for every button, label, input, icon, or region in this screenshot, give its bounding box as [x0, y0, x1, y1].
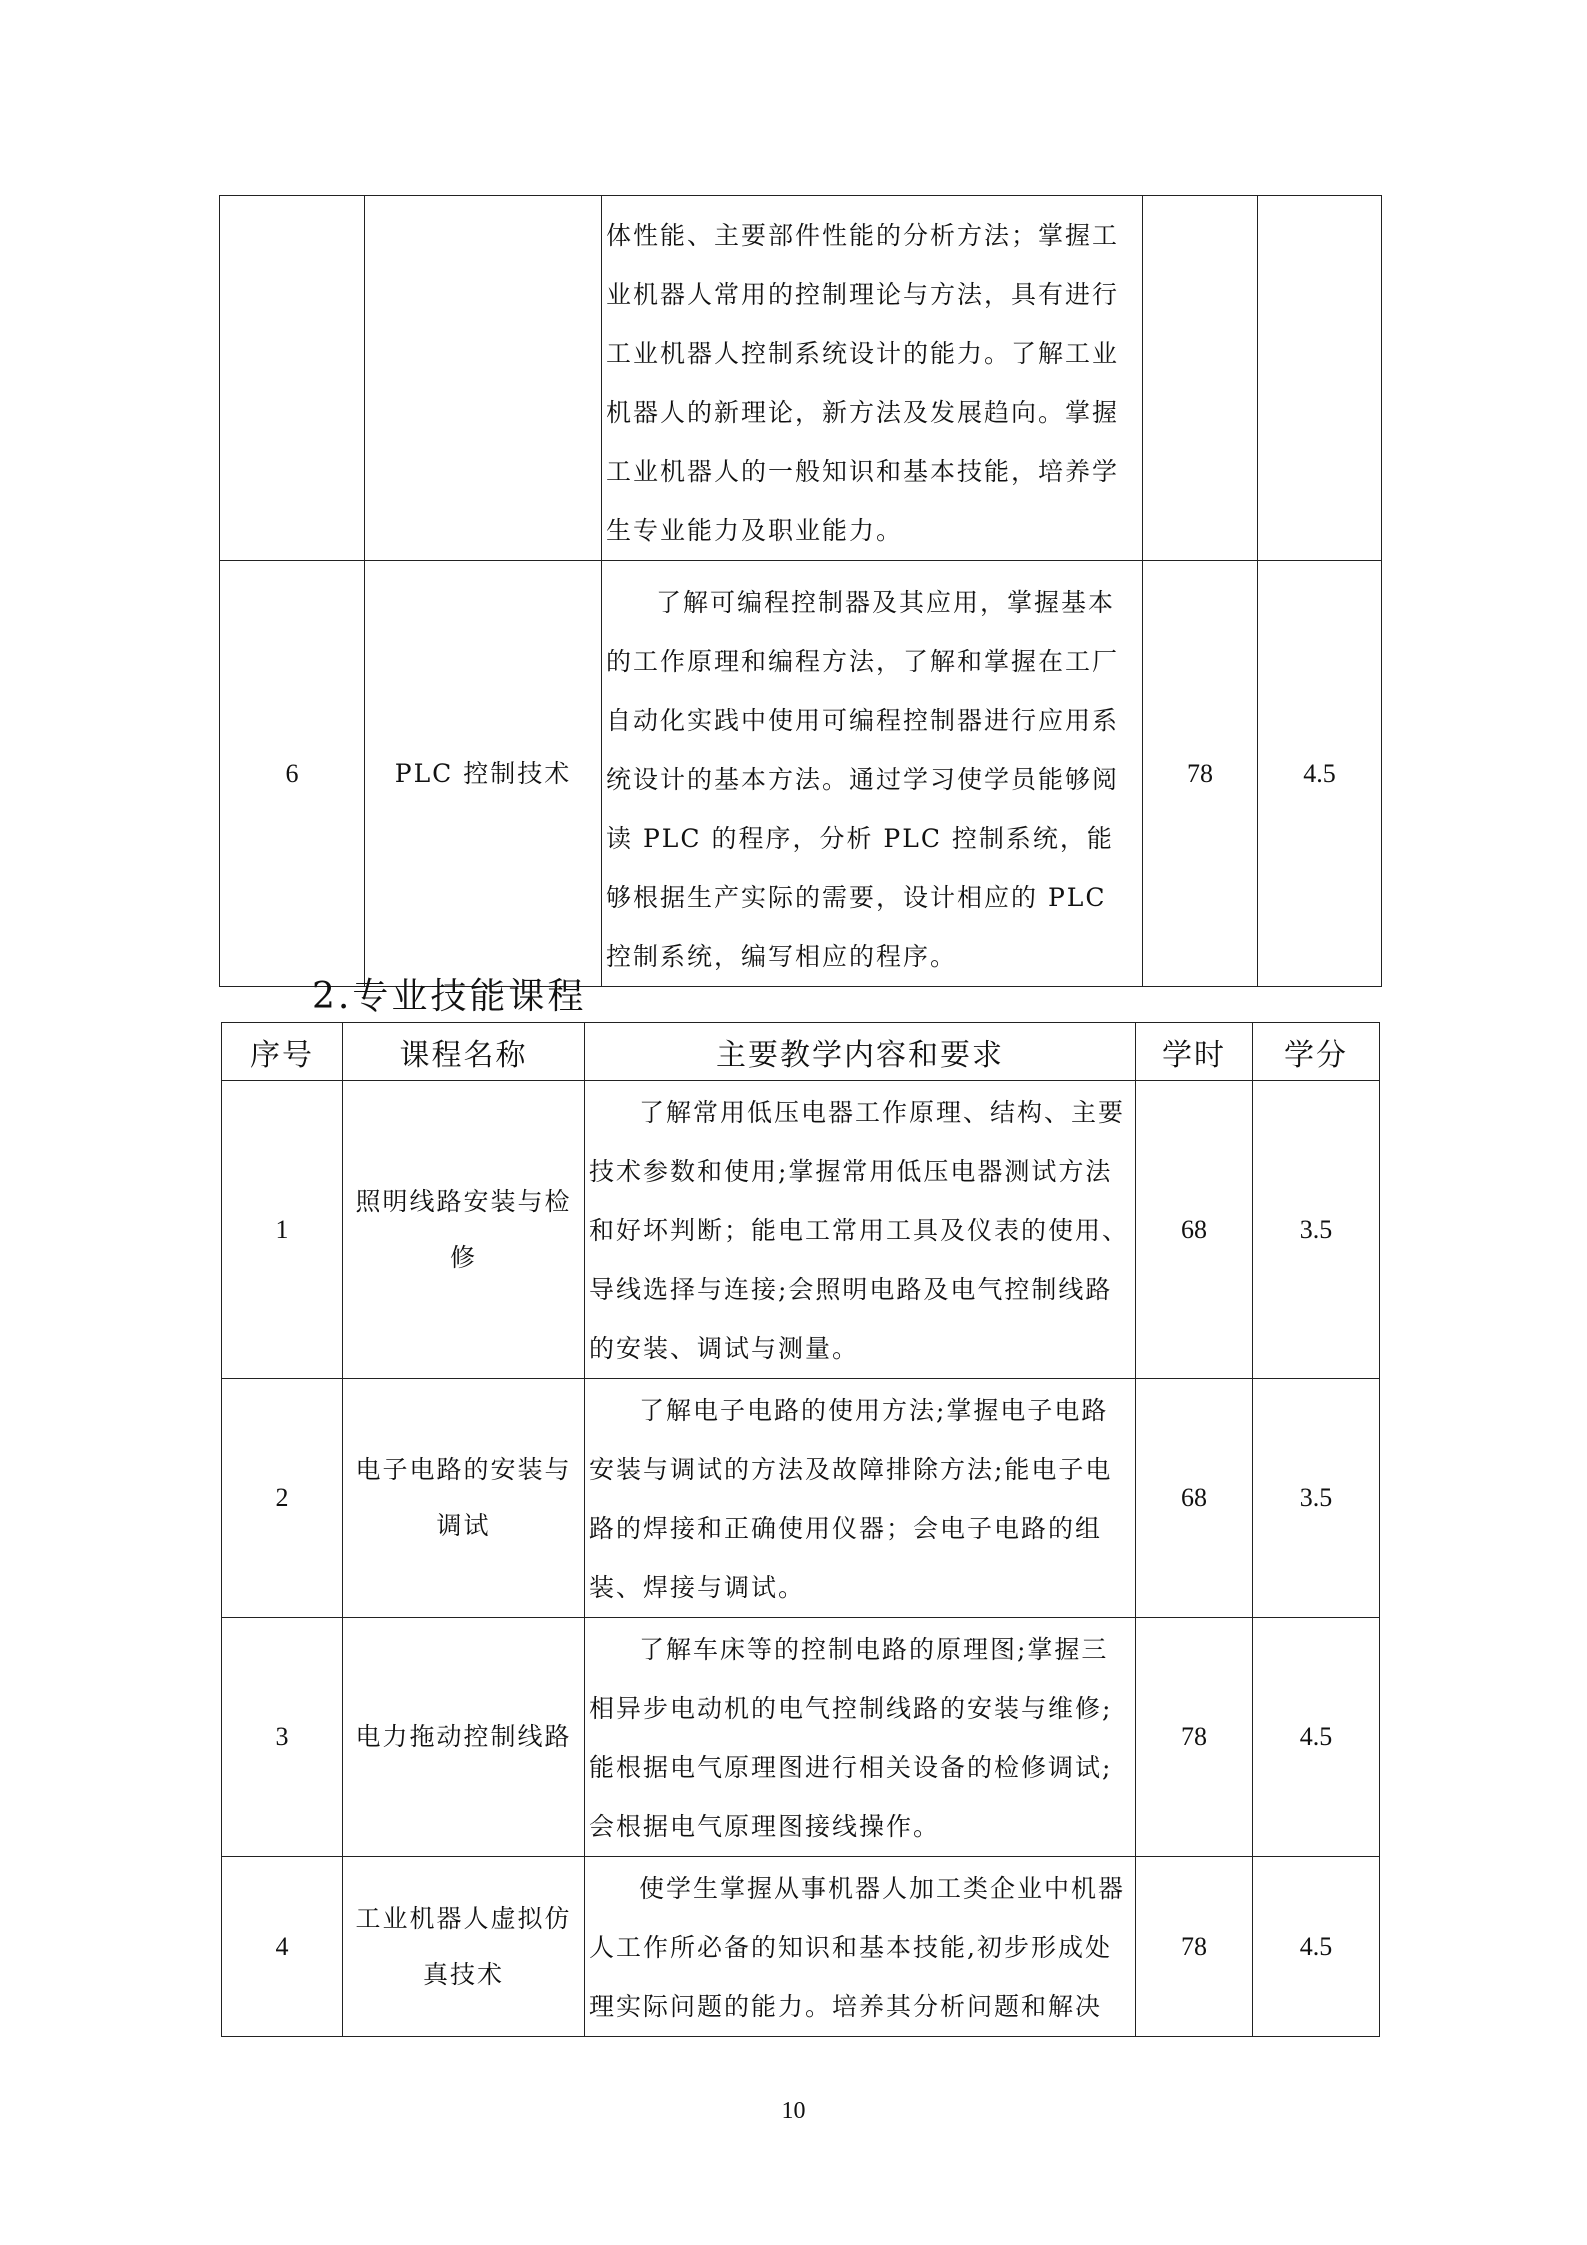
- row-number: 4: [222, 1857, 343, 2037]
- course-name: 工业机器人虚拟仿真技术: [343, 1857, 585, 2037]
- course-name: 照明线路安装与检修: [343, 1081, 585, 1379]
- course-content: 体性能、主要部件性能的分析方法；掌握工业机器人常用的控制理论与方法，具有进行工业机器人控制系统设计的能力。了解工业机器人的新理论，新方法及发展趋向。掌握工业机器人的一般知识和基本技能，培养学生专业能力及职业能力。: [602, 196, 1143, 561]
- course-name: 电子电路的安装与调试: [343, 1379, 585, 1618]
- course-name: 电力拖动控制线路: [343, 1618, 585, 1857]
- skills-course-table: [221, 1022, 1380, 2037]
- table-row: [222, 1618, 1380, 1857]
- section-title: 2.专业技能课程: [312, 976, 587, 1017]
- header-course-name: 课程名称: [343, 1023, 585, 1081]
- course-content: 了解车床等的控制电路的原理图;掌握三相异步电动机的电气控制线路的安装与维修;能根据电气原理图进行相关设备的检修调试;会根据电气原理图接线操作。: [585, 1618, 1136, 1857]
- course-credits: [1258, 196, 1382, 561]
- table-row: [220, 561, 1382, 987]
- course-content: 了解电子电路的使用方法;掌握电子电路安装与调试的方法及故障排除方法;能电子电路的焊接和正确使用仪器；会电子电路的组装、焊接与调试。: [585, 1379, 1136, 1618]
- course-name: [365, 196, 602, 561]
- course-hours: 68: [1136, 1379, 1253, 1618]
- course-hours: 68: [1136, 1081, 1253, 1379]
- row-number: 6: [220, 561, 365, 987]
- course-hours: 78: [1143, 561, 1258, 987]
- page-number: 10: [781, 2098, 806, 2124]
- table-header-row: [222, 1023, 1380, 1081]
- row-number: 2: [222, 1379, 343, 1618]
- course-credits: 4.5: [1253, 1857, 1380, 2037]
- course-content: 了解可编程控制器及其应用，掌握基本的工作原理和编程方法，了解和掌握在工厂自动化实践中使用可编程控制器进行应用系统设计的基本方法。通过学习使学员能够阅读 PLC 的程序，分析 PLC 控制系统，能够根据生产实际的需要，设计相应的 PLC 控制系统，编写相应的程序。: [602, 561, 1143, 987]
- course-content: 了解常用低压电器工作原理、结构、主要技术参数和使用;掌握常用低压电器测试方法和好坏判断；能电工常用工具及仪表的使用、导线选择与连接;会照明电路及电气控制线路的安装、调试与测量。: [585, 1081, 1136, 1379]
- course-content: 使学生掌握从事机器人加工类企业中机器人工作所必备的知识和基本技能,初步形成处理实际问题的能力。培养其分析问题和解决: [585, 1857, 1136, 2037]
- table-row: [222, 1379, 1380, 1618]
- course-hours: 78: [1136, 1618, 1253, 1857]
- row-number: 1: [222, 1081, 343, 1379]
- course-hours: [1143, 196, 1258, 561]
- header-content: 主要教学内容和要求: [585, 1023, 1136, 1081]
- row-number: 3: [222, 1618, 343, 1857]
- table-row: [222, 1857, 1380, 2037]
- course-credits: 3.5: [1253, 1379, 1380, 1618]
- course-table-continued: [219, 195, 1382, 987]
- header-credits: 学分: [1253, 1023, 1380, 1081]
- course-credits: 4.5: [1253, 1618, 1380, 1857]
- course-hours: 78: [1136, 1857, 1253, 2037]
- header-hours: 学时: [1136, 1023, 1253, 1081]
- course-credits: 4.5: [1258, 561, 1382, 987]
- table-row: [220, 196, 1382, 561]
- row-number: [220, 196, 365, 561]
- table-row: [222, 1081, 1380, 1379]
- course-name: PLC 控制技术: [365, 561, 602, 987]
- header-no: 序号: [222, 1023, 343, 1081]
- course-credits: 3.5: [1253, 1081, 1380, 1379]
